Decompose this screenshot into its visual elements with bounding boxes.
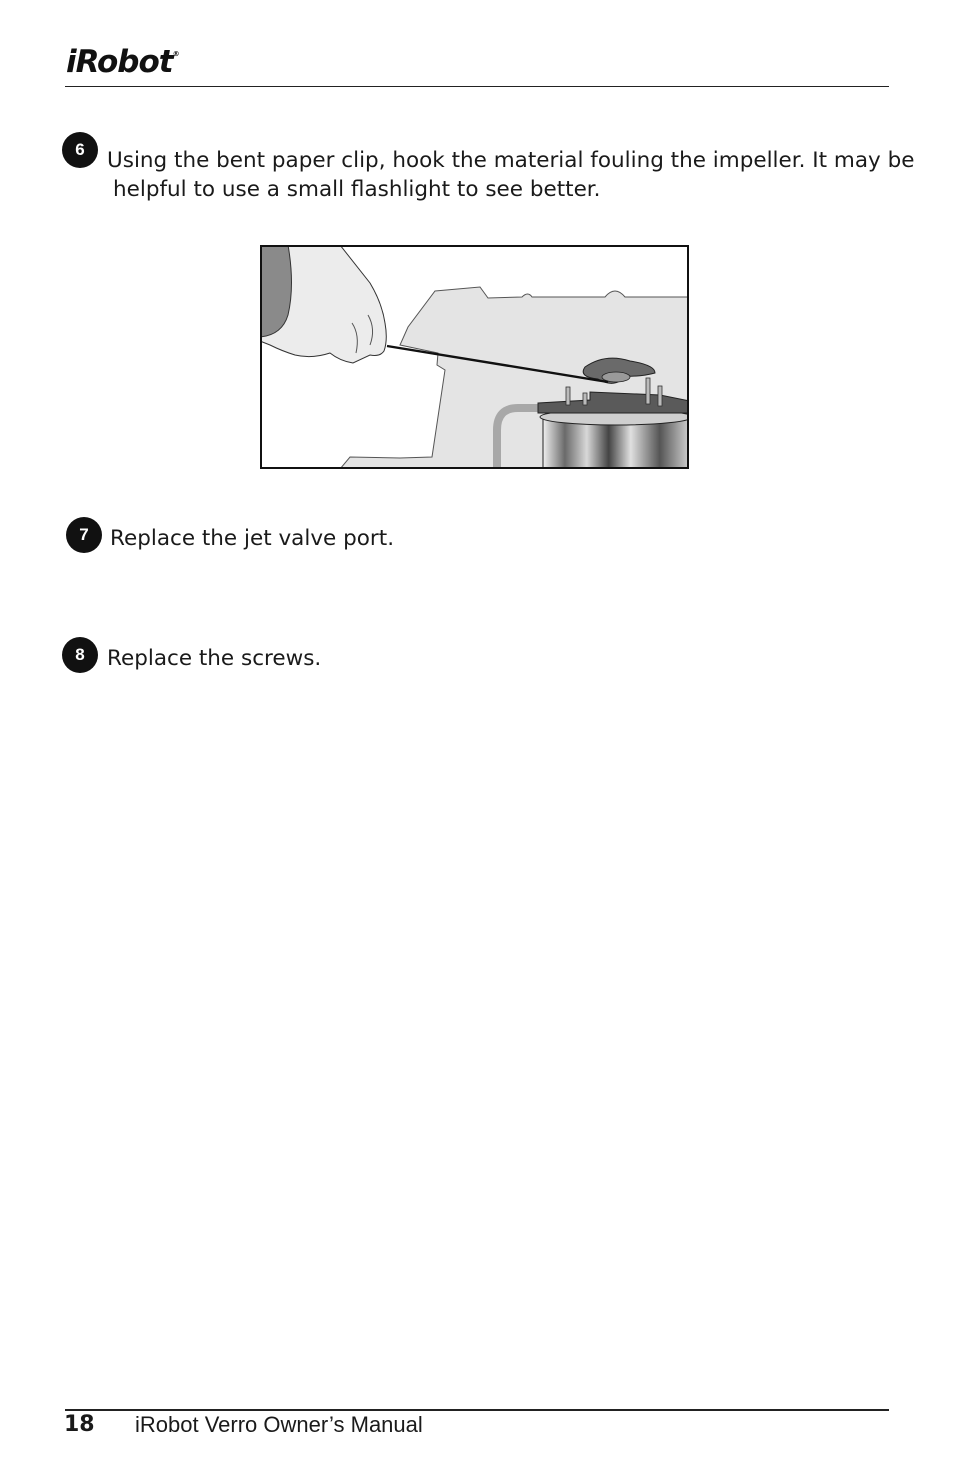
impeller-cleaning-illustration [260,245,689,469]
step-6-badge: 6 [62,132,98,168]
header-rule [65,86,889,87]
step-7-text: Replace the jet valve port. [110,526,395,551]
irobot-logo: iRobot® [66,44,179,80]
step-6-text-line2: helpful to use a small flashlight to see better. [113,177,601,202]
step-8-badge: 8 [62,637,98,673]
step-7-badge: 7 [66,517,102,553]
footer-title: iRobot Verro Owner’s Manual [135,1412,423,1437]
step-6-text-line1: Using the bent paper clip, hook the material fouling the impeller. It may be [107,148,915,173]
footer-rule [65,1409,889,1411]
page-number: 18 [64,1412,95,1437]
step-8-text: Replace the screws. [107,646,322,671]
